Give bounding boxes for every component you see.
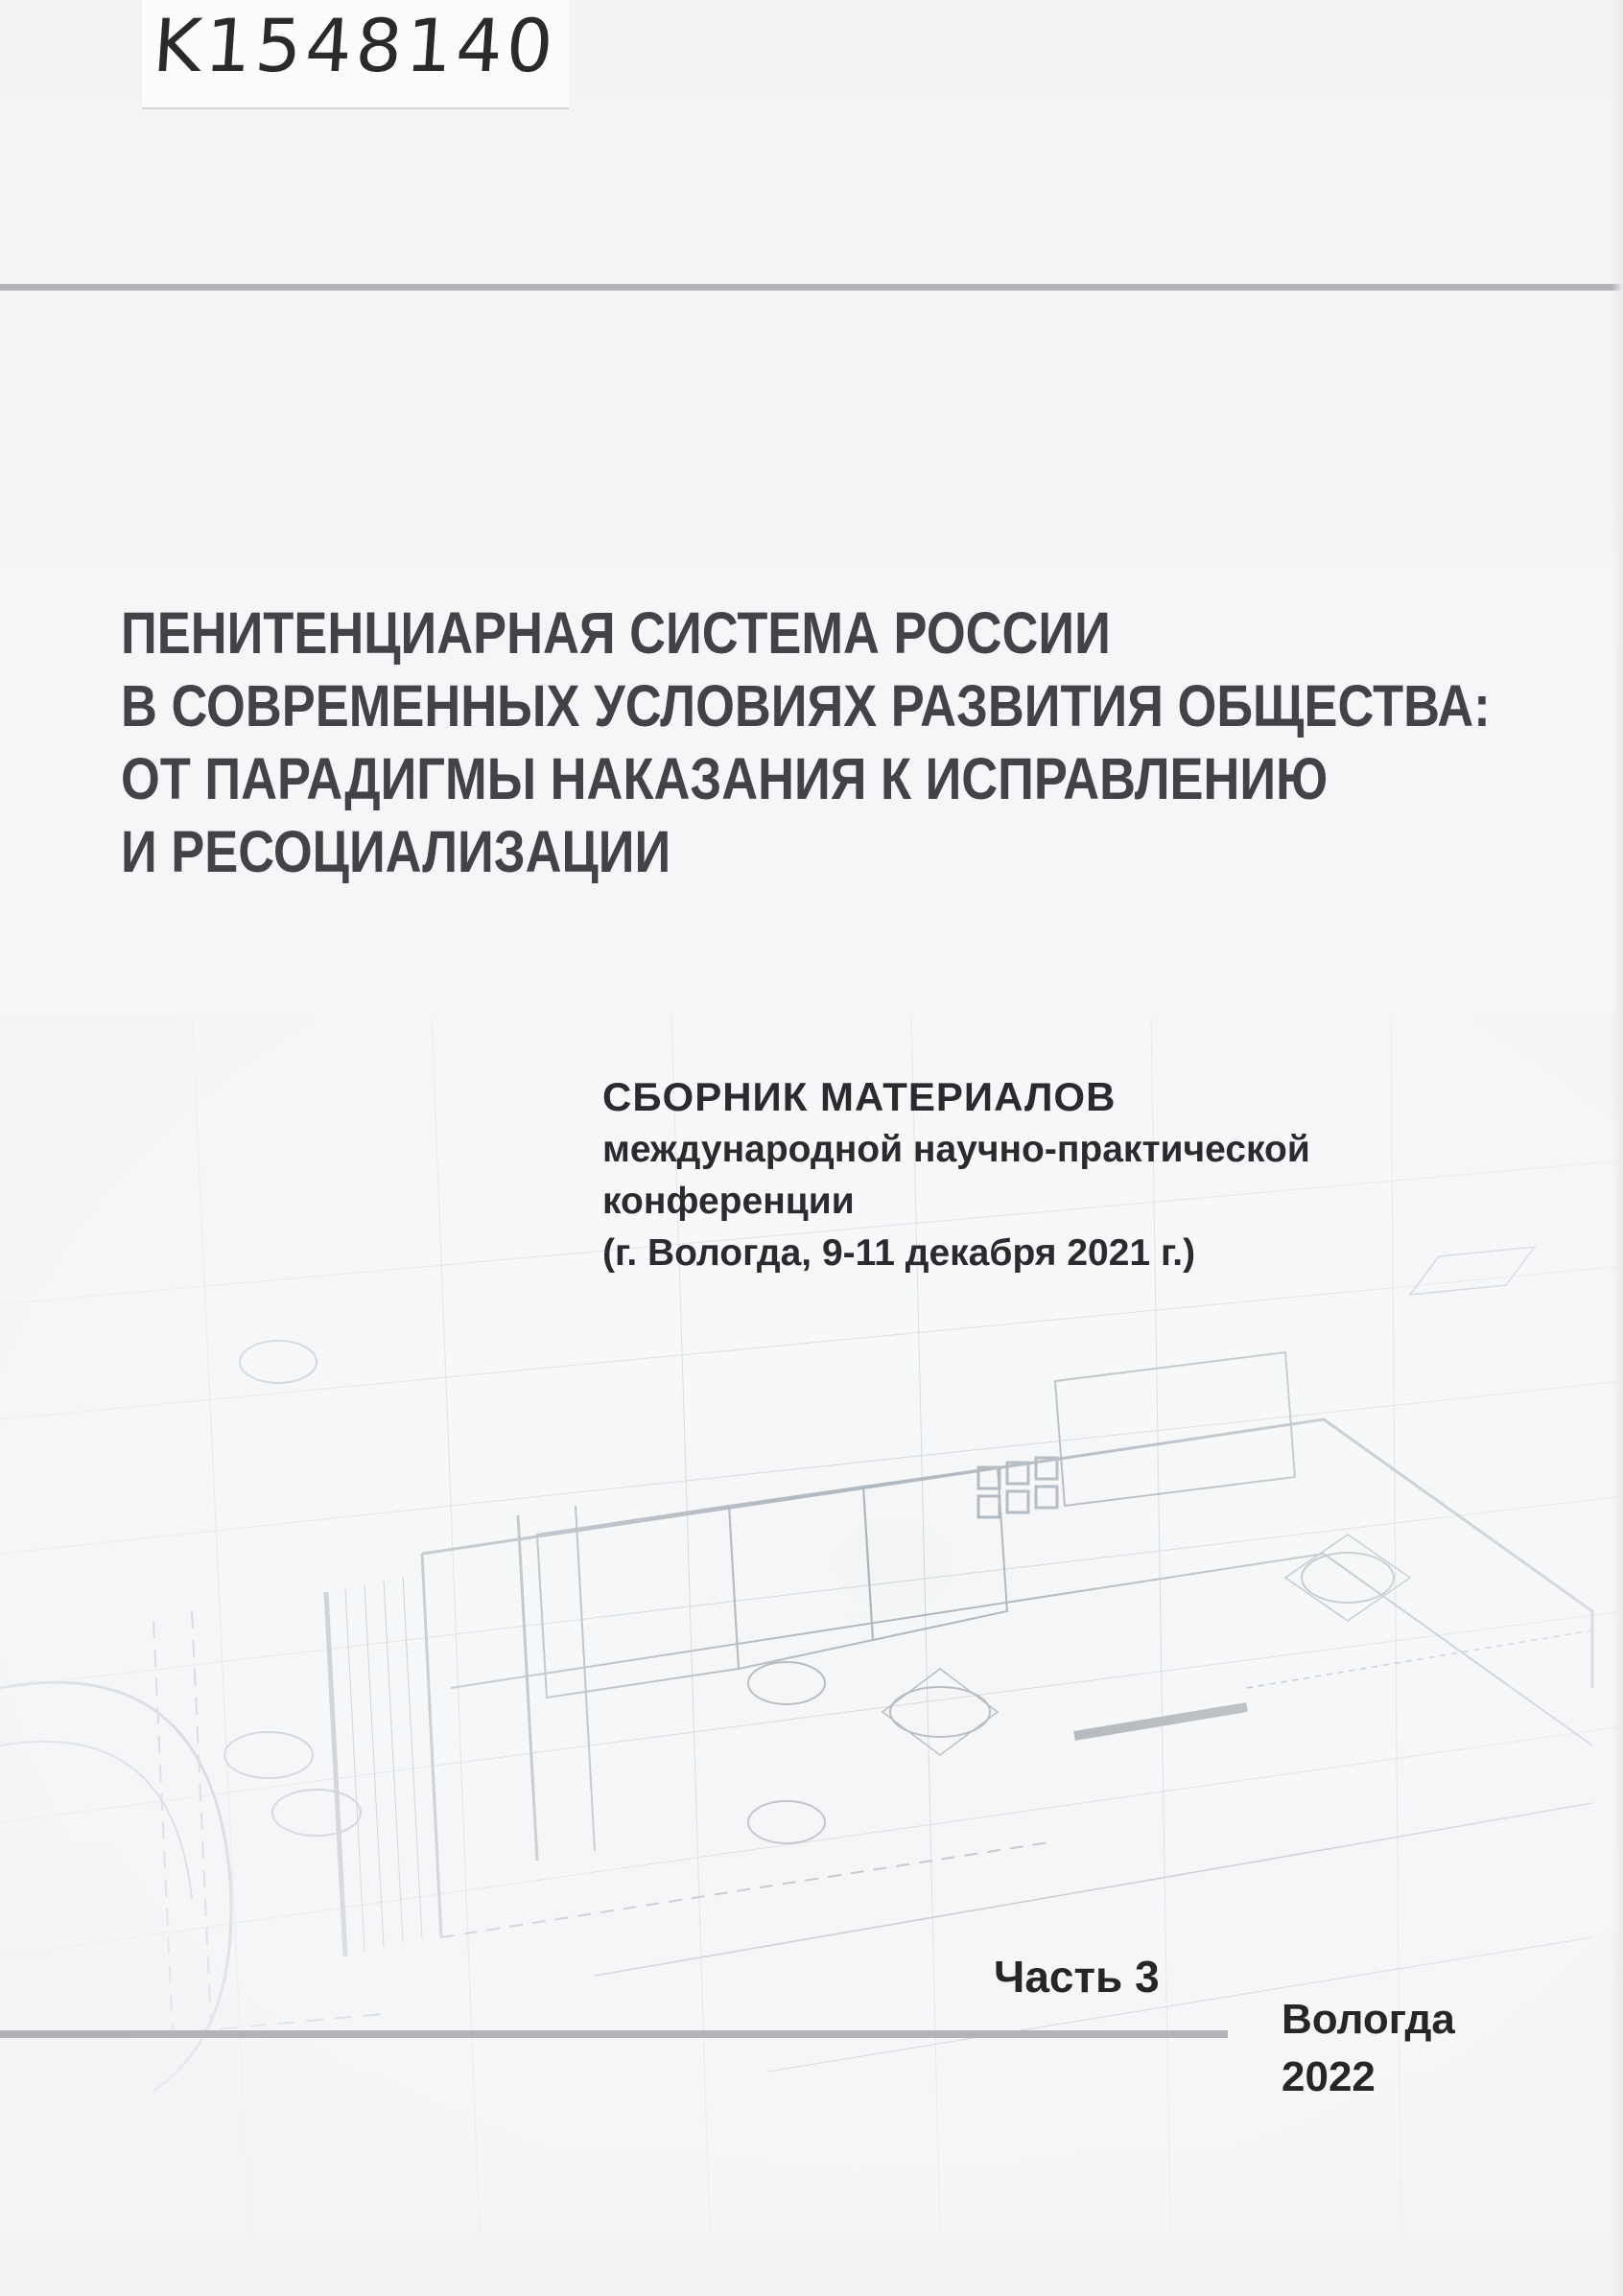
title-line: И РЕСОЦИАЛИЗАЦИИ	[121, 819, 671, 884]
collection-heading: СБОРНИК МАТЕРИАЛОВ	[602, 1074, 1117, 1119]
book-title	[121, 597, 1491, 888]
imprint-year: 2022	[1282, 2053, 1376, 2100]
scan-edge-shadow	[1611, 0, 1623, 2296]
inventory-number: K1548140	[150, 3, 560, 88]
title-line: ОТ ПАРАДИГМЫ НАКАЗАНИЯ К ИСПРАВЛЕНИЮ	[121, 746, 1329, 811]
imprint	[1282, 1991, 1455, 2106]
imprint-city: Вологда	[1282, 1996, 1455, 2043]
title-line: В СОВРЕМЕННЫХ УСЛОВИЯХ РАЗВИТИЯ ОБЩЕСТВА:	[121, 673, 1491, 738]
volume-part-label: Часть 3	[994, 1952, 1160, 2002]
title-line: ПЕНИТЕНЦИАРНАЯ СИСТЕМА РОССИИ	[121, 600, 1111, 666]
subtitle-line: (г. Вологда, 9-11 декабря 2021 г.)	[602, 1232, 1196, 1274]
top-divider-rule	[0, 284, 1623, 291]
collection-description	[602, 1070, 1523, 1279]
bottom-divider-rule	[0, 2030, 1228, 2038]
subtitle-line: конференции	[602, 1181, 855, 1222]
subtitle-line: международной научно-практической	[602, 1129, 1310, 1170]
